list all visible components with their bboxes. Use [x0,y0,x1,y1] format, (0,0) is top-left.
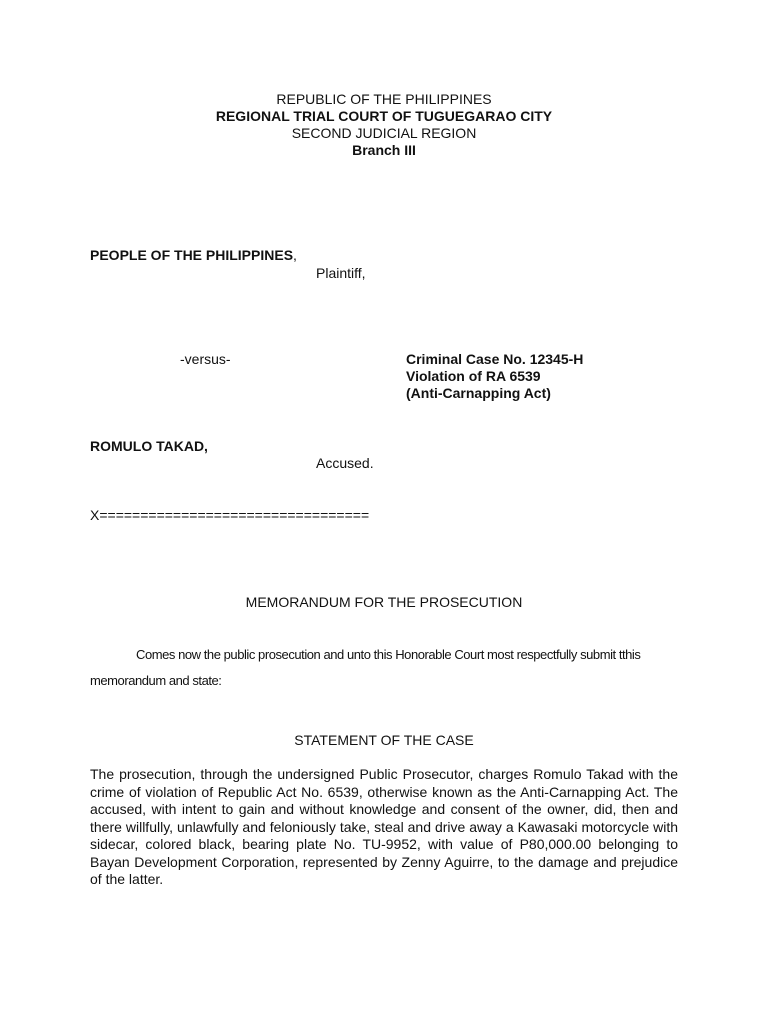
act-line: (Anti-Carnapping Act) [406,385,551,401]
header-court: REGIONAL TRIAL COURT OF TUGUEGARAO CITY [215,108,553,124]
versus: -versus- [180,351,231,367]
caption-divider: X================================= [90,507,370,523]
plaintiff-line [90,247,297,264]
accused-role: Accused. [316,455,374,471]
memorandum-title: MEMORANDUM FOR THE PROSECUTION [245,594,523,610]
header-republic: REPUBLIC OF THE PHILIPPINES [276,91,492,107]
accused-name: ROMULO TAKAD, [90,438,208,454]
violation-line: Violation of RA 6539 [406,368,541,384]
statement-body [90,766,678,889]
statement-paragraph: The prosecution, through the undersigned Public Prosecutor, charges Romulo Takad with the crime of violation of Republic Act No. 6539, otherwise known as the Anti-Carnapping Act. The accused, with intent to gain and without knowledge and consent of the owner, did, then and there willfully, unlawfully and feloniously take, steal and drive away a Kawasaki motorcycle with sidecar, colored black, bearing plate No. TU-9952, with value of P80,000.00 belonging to Bayan Development Corporation, represented by Zenny Aguirre, to the damage and prejudice of the latter. [90,766,678,887]
plaintiff-comma: , [293,247,297,263]
plaintiff-role: Plaintiff, [316,265,366,281]
intro-line-2: memorandum and state: [90,673,222,688]
plaintiff-name: PEOPLE OF THE PHILIPPINES [90,247,294,263]
header-region: SECOND JUDICIAL REGION [291,125,477,141]
case-number: Criminal Case No. 12345-H [406,351,584,367]
statement-heading: STATEMENT OF THE CASE [294,732,474,748]
intro-line-1: Comes now the public prosecution and unto this Honorable Court most respectfully submit tthis [136,647,641,662]
header-branch: Branch III [352,142,416,158]
